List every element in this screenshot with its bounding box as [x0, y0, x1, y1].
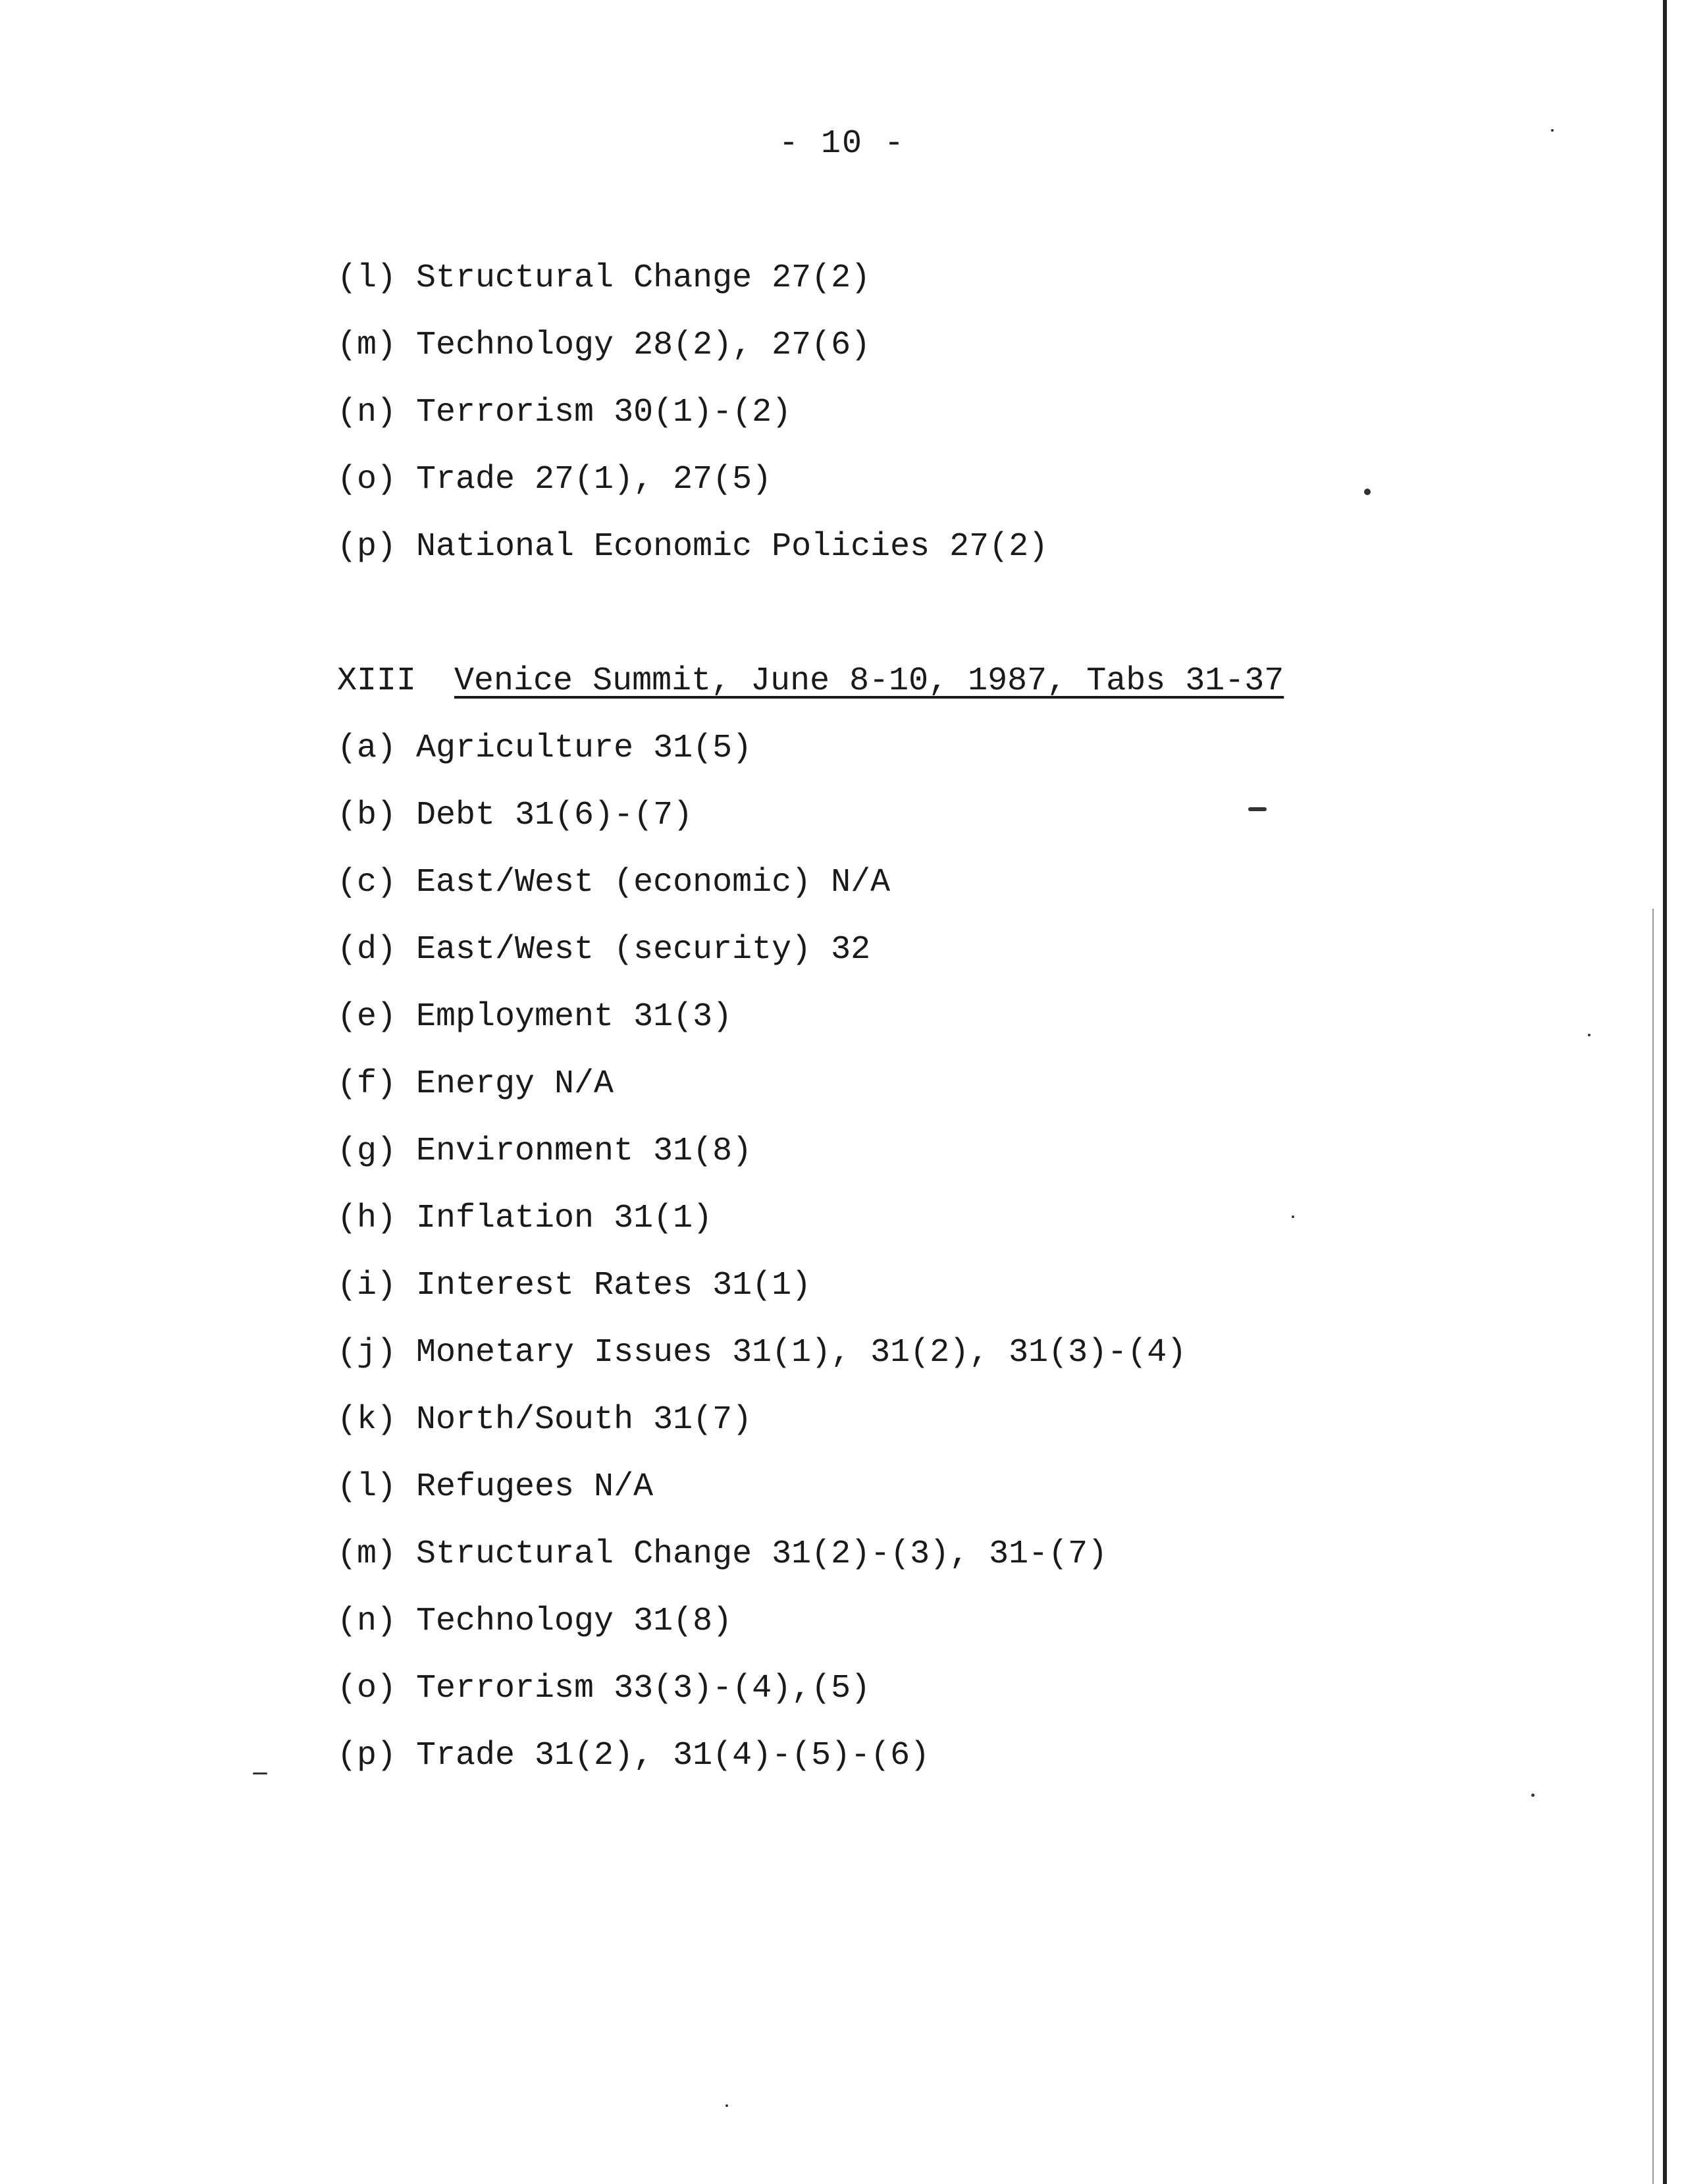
list-item	[337, 1252, 1186, 1319]
scan-edge-line	[1663, 0, 1667, 2184]
item-text: East/West (economic) N/A	[416, 864, 891, 901]
item-key: (n)	[337, 394, 397, 431]
item-text: Energy N/A	[416, 1065, 614, 1103]
list-item	[337, 1588, 1186, 1655]
item-key: (m)	[337, 1535, 397, 1573]
list-item	[337, 514, 1048, 581]
item-text: Trade 27(1), 27(5)	[416, 461, 772, 498]
item-text: Structural Change 31(2)-(3), 31-(7)	[416, 1535, 1108, 1573]
list-item	[337, 1118, 1186, 1185]
list-item	[337, 1319, 1186, 1387]
scan-speck	[1551, 129, 1554, 132]
item-key: (p)	[337, 1737, 397, 1774]
list-item	[337, 1387, 1186, 1454]
item-text: North/South 31(7)	[416, 1401, 752, 1439]
item-key: (b)	[337, 797, 397, 834]
section-title: Venice Summit, June 8-10, 1987, Tabs 31-37	[454, 662, 1284, 700]
item-text: Terrorism 33(3)-(4),(5)	[416, 1670, 871, 1707]
list-item	[337, 1454, 1186, 1521]
scan-speck	[1588, 1034, 1591, 1036]
item-key: (k)	[337, 1401, 397, 1439]
item-text: Agriculture 31(5)	[416, 730, 752, 767]
continued-topic-list	[337, 245, 1048, 581]
item-key: (f)	[337, 1065, 397, 1103]
list-item	[337, 849, 1186, 917]
item-key: (a)	[337, 730, 397, 767]
item-key: (p)	[337, 528, 397, 566]
item-key: (o)	[337, 1670, 397, 1707]
list-item	[337, 245, 1048, 312]
item-text: Employment 31(3)	[416, 998, 733, 1036]
item-key: (l)	[337, 1468, 397, 1506]
list-item	[337, 1051, 1186, 1118]
section-heading	[337, 648, 1284, 715]
scan-speck	[1248, 807, 1267, 811]
item-text: East/West (security) 32	[416, 931, 871, 969]
list-item	[337, 917, 1186, 984]
item-key: (d)	[337, 931, 397, 969]
item-key: (j)	[337, 1334, 397, 1372]
list-item	[337, 312, 1048, 379]
item-key: (m)	[337, 327, 397, 364]
item-text: Monetary Issues 31(1), 31(2), 31(3)-(4)	[416, 1334, 1187, 1372]
list-item	[337, 379, 1048, 446]
item-text: Inflation 31(1)	[416, 1200, 713, 1237]
item-text: Terrorism 30(1)-(2)	[416, 394, 792, 431]
page-number: - 10 -	[778, 125, 906, 163]
scan-speck	[253, 1772, 267, 1774]
section-numeral: XIII	[337, 662, 417, 700]
item-key: (c)	[337, 864, 397, 901]
scan-speck	[1364, 489, 1371, 495]
scan-speck	[725, 2104, 728, 2107]
item-key: (h)	[337, 1200, 397, 1237]
item-text: Refugees N/A	[416, 1468, 654, 1506]
item-text: Structural Change 27(2)	[416, 259, 871, 297]
item-text: Technology 31(8)	[416, 1603, 733, 1640]
item-text: Environment 31(8)	[416, 1132, 752, 1170]
section-topic-list	[337, 715, 1186, 1790]
item-key: (l)	[337, 259, 397, 297]
item-text: Trade 31(2), 31(4)-(5)-(6)	[416, 1737, 930, 1774]
list-item	[337, 446, 1048, 514]
list-item	[337, 1185, 1186, 1252]
scan-edge-shadow	[1652, 909, 1654, 2184]
item-key: (o)	[337, 461, 397, 498]
item-key: (g)	[337, 1132, 397, 1170]
item-text: Interest Rates 31(1)	[416, 1267, 812, 1304]
item-key: (e)	[337, 998, 397, 1036]
scan-speck	[1531, 1794, 1535, 1797]
item-key: (n)	[337, 1603, 397, 1640]
list-item	[337, 1655, 1186, 1722]
scan-speck	[1292, 1215, 1294, 1218]
list-item	[337, 782, 1186, 849]
list-item	[337, 984, 1186, 1051]
item-key: (i)	[337, 1267, 397, 1304]
list-item	[337, 715, 1186, 782]
item-text: Debt 31(6)-(7)	[416, 797, 693, 834]
item-text: Technology 28(2), 27(6)	[416, 327, 871, 364]
item-text: National Economic Policies 27(2)	[416, 528, 1049, 566]
list-item	[337, 1722, 1186, 1790]
list-item	[337, 1521, 1186, 1588]
